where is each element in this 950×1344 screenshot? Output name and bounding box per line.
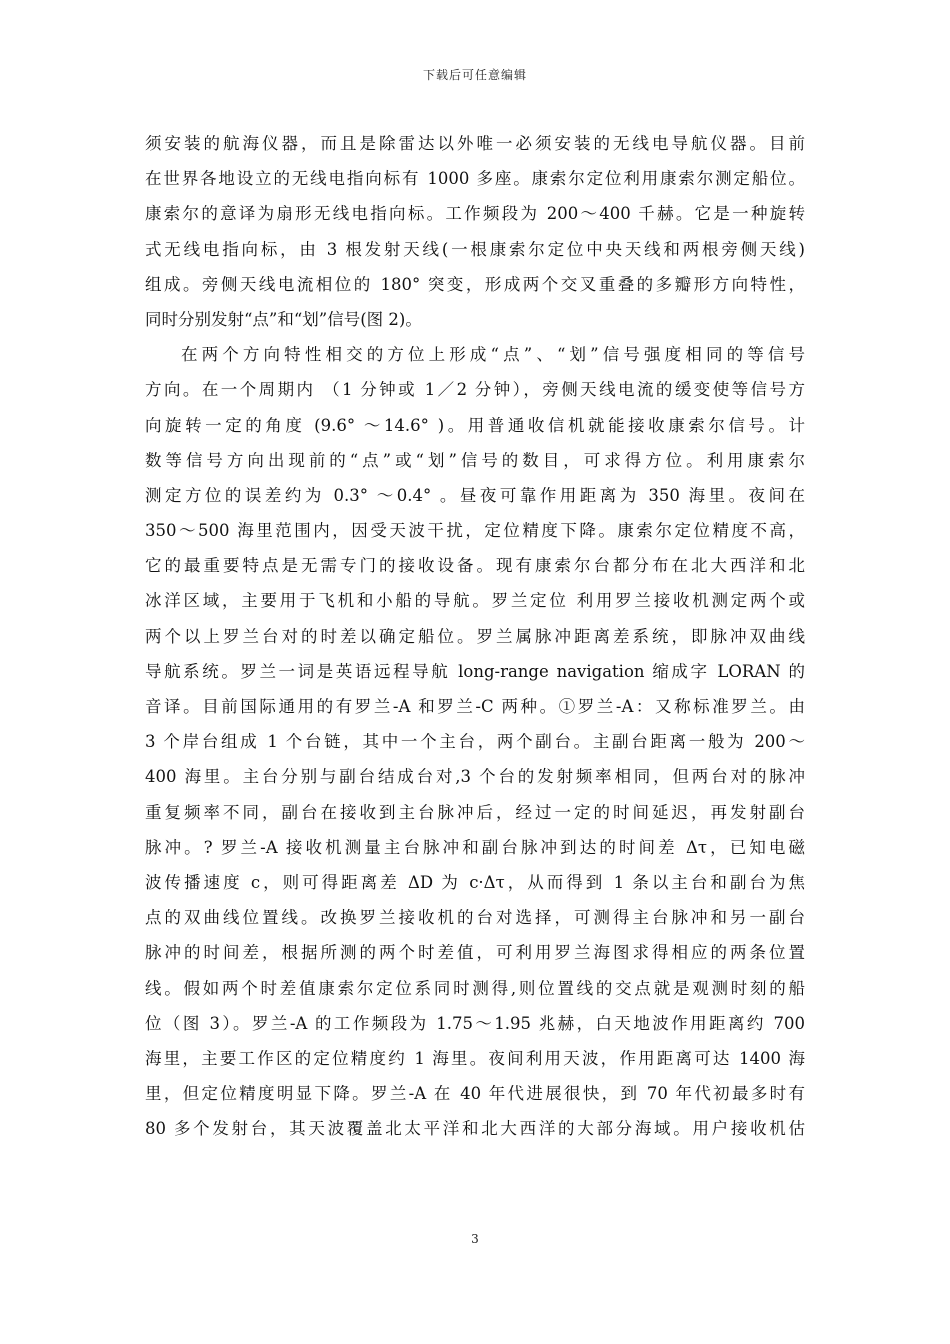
text-line: 冰洋区域，主要用于飞机和小船的导航。罗兰定位 利用罗兰接收机测定两个或 <box>145 591 805 611</box>
text-line: 3 个岸台组成 1 个台链，其中一个主台，两个副台。主副台距离一般为 200～ <box>145 732 805 752</box>
text-line: 线。假如两个时差值康索尔定位系同时测得,则位置线的交点就是观测时刻的船 <box>145 978 805 998</box>
text-line: 在世界各地设立的无线电指向标有 1000 多座。康索尔定位利用康索尔测定船位。 <box>145 169 805 189</box>
text-line: 方向。在一个周期内 （1 分钟或 1／2 分钟），旁侧天线电流的缓变使等信号方 <box>145 380 805 400</box>
text-line: 式无线电指向标，由 3 根发射天线(一根康索尔定位中央天线和两根旁侧天线) <box>145 239 805 259</box>
text-line: 须安装的航海仪器，而且是除雷达以外唯一必须安装的无线电导航仪器。目前 <box>145 134 805 153</box>
text-line: 点的双曲线位置线。改换罗兰接收机的台对选择，可测得主台脉冲和另一副台 <box>145 908 805 928</box>
page-header: 下载后可任意编辑 <box>422 68 527 82</box>
text-line: 80 多个发射台，其天波覆盖北太平洋和北大西洋的大部分海域。用户接收机估 <box>145 1119 805 1139</box>
text-line: 测定方位的误差约为 0.3° ～0.4° 。昼夜可靠作用距离为 350 海里。夜间在 <box>145 485 805 505</box>
body-text <box>145 126 805 1146</box>
text-line: 里，但定位精度明显下降。罗兰-A 在 40 年代进展很快，到 70 年代初最多时有 <box>145 1084 805 1104</box>
text-line: 位（图 3）。罗兰-A 的工作频段为 1.75～1.95 兆赫，白天地波作用距离约 700 <box>145 1013 805 1033</box>
text-line: 重复频率不同，副台在接收到主台脉冲后，经过一定的时间延迟，再发射副台 <box>145 802 805 822</box>
text-line: 脉冲。? 罗兰-A 接收机测量主台脉冲和副台脉冲到达的时间差 Δτ，已知电磁 <box>145 837 805 857</box>
text-line: 组成。旁侧天线电流相位的 180° 突变，形成两个交叉重叠的多瓣形方向特性， <box>145 274 805 294</box>
text-line: 音译。目前国际通用的有罗兰-A 和罗兰-C 两种。①罗兰-A：又称标准罗兰。由 <box>145 697 805 716</box>
text-line: 导航系统。罗兰一词是英语远程导航 long-range navigation 缩成字 LORAN 的 <box>145 661 805 681</box>
text-line: 波传播速度 c，则可得距离差 ΔD 为 c·Δτ，从而得到 1 条以主台和副台为焦 <box>145 872 805 892</box>
page-number: 3 <box>471 1232 479 1246</box>
text-line: 同时分别发射“点”和“划”信号(图 2)。 <box>145 309 422 329</box>
text-line: 数等信号方向出现前的“点”或“划”信号的数目，可求得方位。利用康索尔 <box>145 450 805 470</box>
text-line: 400 海里。主台分别与副台结成台对,3 个台的发射频率相同，但两台对的脉冲 <box>145 767 805 787</box>
text-line: 海里，主要工作区的定位精度约 1 海里。夜间利用天波，作用距离可达 1400 海 <box>145 1048 805 1068</box>
text-line: 康索尔的意译为扇形无线电指向标。工作频段为 200～400 千赫。它是一种旋转 <box>145 204 805 224</box>
text-line: 向旋转一定的角度 (9.6° ～14.6° )。用普通收信机就能接收康索尔信号。计 <box>145 415 805 435</box>
text-line: 在两个方向特性相交的方位上形成“点”、“划”信号强度相同的等信号 <box>181 345 805 365</box>
text-line: 脉冲的时间差，根据所测的两个时差值，可利用罗兰海图求得相应的两条位置 <box>145 943 805 963</box>
text-line: 两个以上罗兰台对的时差以确定船位。罗兰属脉冲距离差系统，即脉冲双曲线 <box>145 626 805 646</box>
text-line: 350～500 海里范围内，因受天波干扰，定位精度下降。康索尔定位精度不高， <box>145 521 805 541</box>
text-line: 它的最重要特点是无需专门的接收设备。现有康索尔台都分布在北大西洋和北 <box>145 556 805 576</box>
